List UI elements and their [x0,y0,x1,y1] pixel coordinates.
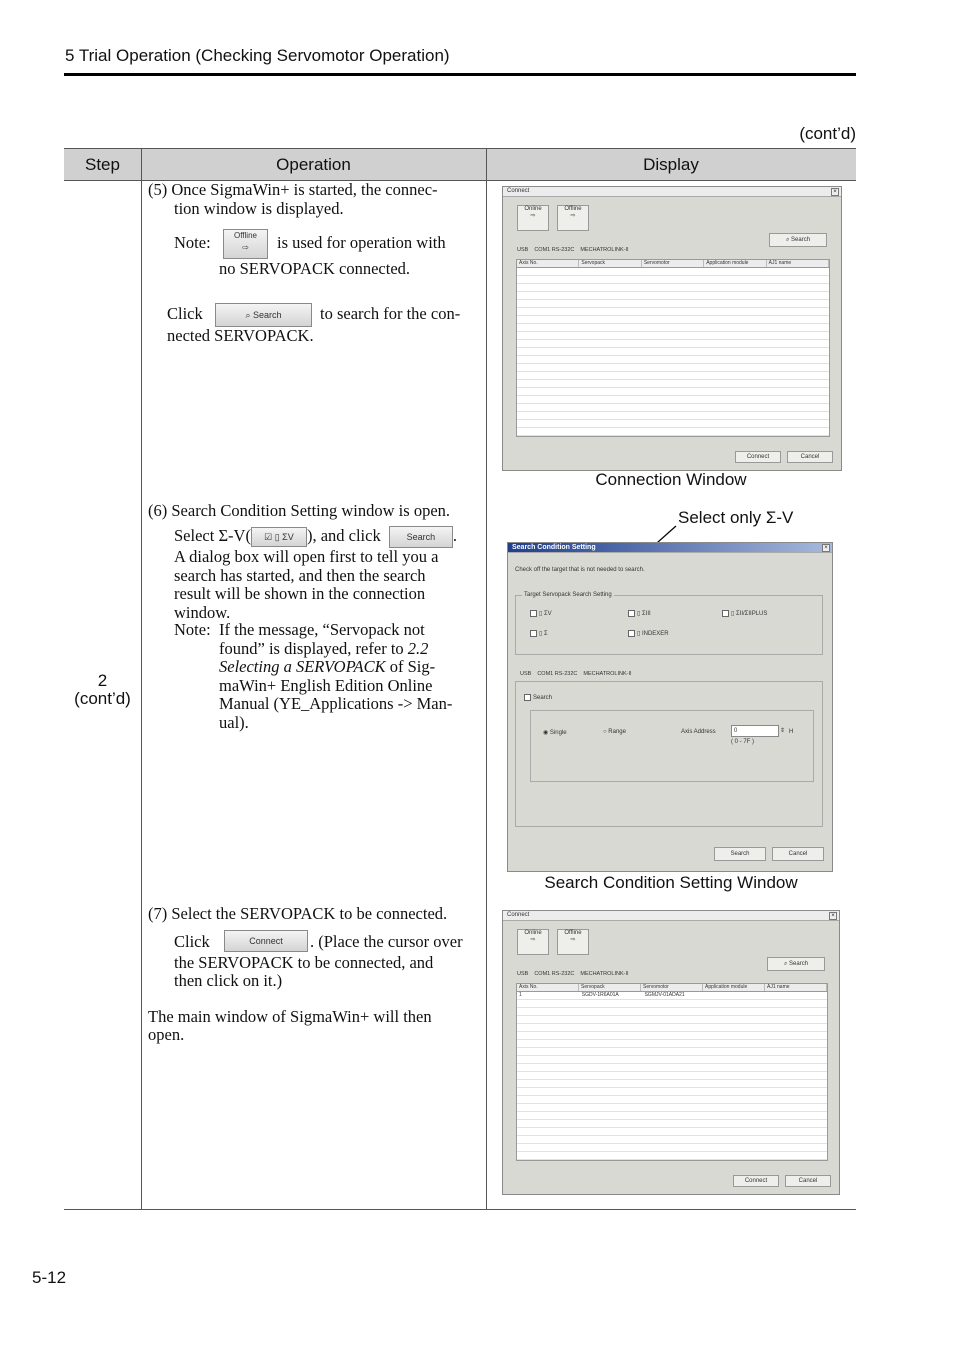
col-servopack: Servopack [579,984,641,991]
row-servomotor: SGMJV-01ADA21 [644,992,685,998]
checkbox-icon [722,610,729,617]
connect-label: Connect [746,454,770,460]
page-header-title: 5 Trial Operation (Checking Servomotor Operation) [65,46,450,65]
col-servopack: Servopack [579,260,641,267]
op5-click-text1: to search for the con- [320,304,461,323]
op6-body-line: search has started, and then the search [174,565,426,585]
op5-click-label: Click [167,304,203,323]
op6-note-line: Manual (YE_Applications -> Man- [219,694,453,713]
search-button-image-2 [389,526,453,548]
table-bottom-rule [64,1209,856,1210]
col-application-module: Application module [704,260,766,267]
target-sigma-label: Σ [543,631,548,638]
offline-label: Offline [564,206,582,212]
op6-note-label: Note: [174,620,211,639]
op6-select-line: Select Σ-V( ☑ ▯ ΣV ), and click Search . [174,526,457,548]
sigma-v-check-label: ΣV [282,532,294,542]
tab-usb: USB [520,671,532,677]
target-sigma-v-label: ΣV [543,611,552,618]
tab-usb: USB [517,247,529,253]
column-divider [141,148,142,1210]
connect-button [733,1175,779,1187]
connection-window-title: Connect [507,188,530,194]
connection-window-caption: Connection Window [595,470,747,489]
dialog-cancel-label: Cancel [788,851,808,857]
op6-note-line: maWin+ English Edition Online [219,675,433,695]
op7-line1: (7) Select the SERVOPACK to be connected. [148,904,448,923]
connection-window-titlebar [503,187,841,197]
step-cell [64,672,141,708]
checkbox-icon [530,610,537,617]
hex-suffix: H [789,729,794,735]
axis-address-input: 0 [731,725,779,737]
cancel-label: Cancel [798,1178,818,1184]
single-label: Single [549,730,567,736]
connection-window-screenshot [502,186,842,471]
row-axis: 1 [519,992,522,998]
op6-note-ref-number: 2.2 [407,638,429,658]
target-sigma-iii-label: ΣIII [641,611,651,618]
checkbox-icon [530,630,537,637]
checkbox-icon [628,630,635,637]
col-application-module: Application module [703,984,765,991]
target-group-title: Target Servopack Search Setting [524,592,612,598]
search-settings-panel [515,681,823,827]
connection-tabs [517,247,629,253]
page-number: 5-12 [32,1268,67,1287]
tab-mechatrolink: MECHATROLINK-II [583,671,632,677]
target-sigma-ii: ▯ ΣII/ΣIIPLUS [722,610,767,617]
op6-line1: (6) Search Condition Setting window is open. [148,501,451,520]
col-step: Step [85,155,120,174]
dialog-search-button [714,847,766,861]
target-servopack-group [515,592,823,655]
search-window-instruction: Check off the target that is not needed to search. [515,567,645,573]
search-window-titlebar [508,543,832,553]
op6-select-prefix: Select Σ-V( [174,525,251,545]
op6-body [174,548,438,622]
op7-click-text1: . (Place the cursor over [310,932,463,951]
search-button-label-2: Search [406,532,436,542]
op5-line1: (5) Once SigmaWin+ is started, the connec- [148,180,438,199]
col-aj1-name: AJ1 name [765,984,827,991]
op7-click-label: Click [174,932,210,951]
close-icon: × [822,544,830,552]
target-sigma-v: ▯ ΣV [530,610,552,617]
connect-button-label: Connect [249,936,283,946]
header-rule [64,73,856,76]
range-label: Range [608,729,626,735]
offline-button-label: Offline [234,231,257,240]
table-row [517,992,827,999]
op6-note-line: If the message, “Servopack not [219,620,425,639]
search-checkbox-label: Search [533,695,553,702]
col-servomotor: Servomotor [641,984,703,991]
search-icon: ⌕ [785,237,790,243]
servopack-list-header [517,260,829,268]
cancel-button [787,451,833,463]
op6-body-line: A dialog box will open first to tell you a [174,547,439,566]
table-header-row [64,148,856,181]
column-divider [486,148,487,1210]
cancel-button [785,1175,831,1187]
step-number: 2 [97,671,108,690]
search-checkbox [524,694,552,701]
col-display: Display [643,155,699,174]
single-radio: ◉ Single [543,730,567,736]
window-search-label: Search [791,237,811,243]
range-radio: ○ Range [603,729,626,735]
tab-mechatrolink: MECHATROLINK-II [580,247,629,253]
op7-click-text2: the SERVOPACK to be connected, and [174,953,434,972]
spinner-icon: ⇕ [780,728,786,734]
target-sigma-ii-label: ΣII/ΣIIPLUS [735,611,768,618]
col-axis-no: Axis No. [517,260,579,267]
search-tabs [520,671,632,677]
search-button-label: Search [253,310,282,320]
offline-label: Offline [564,930,582,936]
op6-note-line: of Sig- [389,657,436,676]
col-axis-no: Axis No. [517,984,579,991]
dialog-search-label: Search [730,851,750,857]
tab-usb: USB [517,971,529,977]
axis-address-label: Axis Address [681,729,716,735]
search-options-group [530,710,814,782]
col-operation: Operation [276,155,351,174]
window-search-button [767,957,825,971]
connect-button-image [224,930,308,952]
tab-com1: COM1 RS-232C [537,671,578,677]
op7-click-text3: then click on it.) [174,971,283,990]
search-icon: ⌕ [783,961,788,967]
search-window-title: Search Condition Setting [512,544,596,551]
target-indexer-label: INDEXER [641,631,669,638]
op6-select-suffix: ), and click [306,525,381,545]
target-indexer: ▯ INDEXER [628,630,669,637]
contd-label: (cont’d) [799,124,856,143]
dialog-cancel-button [772,847,824,861]
tab-mechatrolink: MECHATROLINK-II [580,971,629,977]
op6-note [219,621,452,732]
tab-com1: COM1 RS-232C [534,247,575,253]
result-window-title: Connect [507,912,530,918]
servopack-list [516,259,830,437]
online-label: Online [524,930,542,936]
window-search-button [769,233,827,247]
servopack-result-list [516,983,828,1161]
sigma-v-checkbox-image: ☑ ▯ ΣV [251,527,307,547]
col-aj1-name: AJ1 name [767,260,829,267]
op6-note-line: ual). [219,712,249,732]
op5-note-text1: is used for operation with [277,233,446,252]
op6-body-line: result will be shown in the connection [174,584,426,603]
online-label: Online [524,206,542,212]
connect-label: Connect [744,1178,768,1184]
axis-range-hint: ( 0 - 7F ) [731,739,755,745]
op5-note-label: Note: [174,233,211,252]
connect-button [735,451,781,463]
result-tabs [517,971,629,977]
offline-button: Offline ⇨ [557,929,589,955]
target-sigma-iii: ▯ ΣIII [628,610,651,617]
result-window-titlebar [503,911,839,921]
search-window-caption: Search Condition Setting Window [544,873,798,892]
connection-result-window-screenshot [502,910,840,1195]
result-list-header [517,984,827,992]
op6-note-ref-title: Selecting a SERVOPACK [219,657,386,676]
row-servopack: SGDV-1R6A01A [581,992,619,998]
op5-line2: tion window is displayed. [174,199,344,218]
offline-button-image: Offline ⇨ [223,229,268,259]
tab-com1: COM1 RS-232C [534,971,575,977]
online-button: Online ⇨ [517,205,549,231]
close-icon: × [831,188,839,196]
window-search-label: Search [789,961,809,967]
step-contd: (cont’d) [74,689,131,708]
online-button: Online ⇨ [517,929,549,955]
op7-main2: open. [148,1025,185,1044]
offline-button: Offline ⇨ [557,205,589,231]
op5-note-text2: no SERVOPACK connected. [219,259,411,278]
search-icon: ⌕ [245,310,251,320]
op6-body-line: window. [174,602,231,622]
checkbox-icon [524,694,531,701]
op5-click-text2: nected SERVOPACK. [167,326,314,345]
op7-main1: The main window of SigmaWin+ will then [148,1007,432,1026]
cancel-label: Cancel [800,454,820,460]
search-button-image [215,303,312,327]
op6-note-line: found” is displayed, refer to [219,638,404,658]
callout-select-sigma-v: Select only Σ-V [678,508,794,527]
target-sigma: ▯ Σ [530,630,548,637]
search-condition-window-screenshot [507,542,833,872]
checkbox-icon [628,610,635,617]
col-servomotor: Servomotor [642,260,704,267]
close-icon: × [829,912,837,920]
